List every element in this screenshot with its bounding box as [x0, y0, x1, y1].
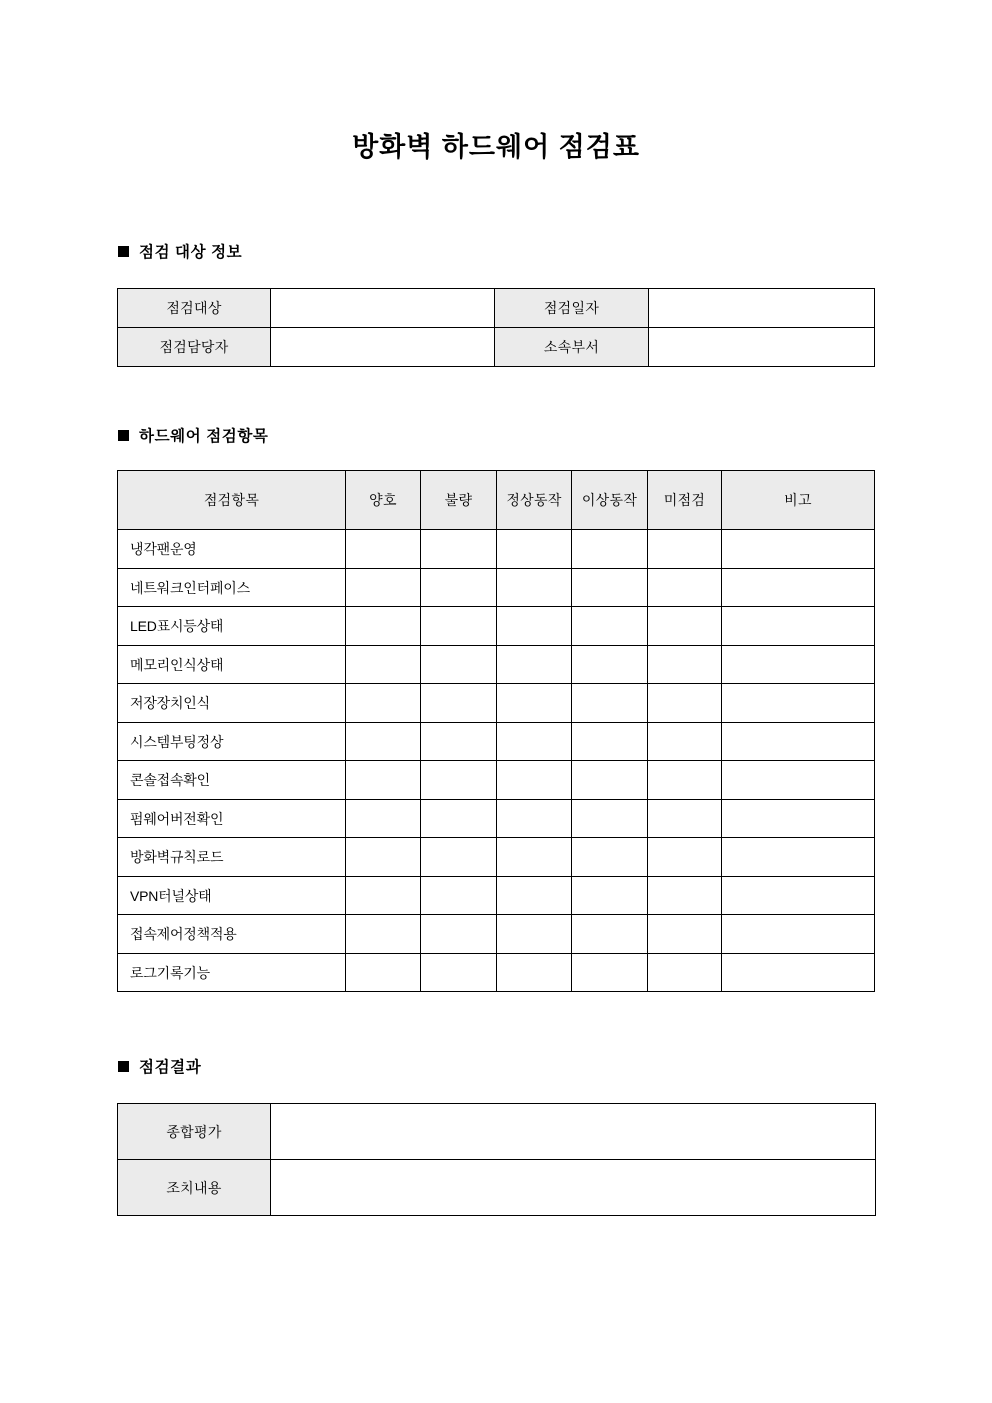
mark-cell-abnormal[interactable]: [572, 876, 648, 915]
mark-cell-bad[interactable]: [421, 838, 497, 877]
field-value-department[interactable]: [649, 328, 875, 367]
field-value-inspection-date[interactable]: [649, 289, 875, 328]
mark-cell-bad[interactable]: [421, 645, 497, 684]
spacer-title: [0, 163, 992, 240]
table-row: [118, 607, 875, 646]
note-cell[interactable]: [722, 915, 875, 954]
checklist-item-label: 콘솔접속확인: [118, 761, 346, 800]
field-label-overall-evaluation: 종합평가: [118, 1104, 271, 1160]
note-cell[interactable]: [722, 722, 875, 761]
note-cell[interactable]: [722, 645, 875, 684]
table-row: [118, 645, 875, 684]
mark-cell-normal[interactable]: [497, 568, 572, 607]
mark-cell-bad[interactable]: [421, 953, 497, 992]
inspection-result-table: [117, 1103, 876, 1216]
page-title: 방화벽 하드웨어 점검표: [352, 132, 640, 162]
square-bullet-icon: [118, 246, 129, 257]
checklist-item-label: 네트워크인터페이스: [118, 568, 346, 607]
table-row: [118, 876, 875, 915]
mark-cell-good[interactable]: [346, 838, 421, 877]
mark-cell-bad[interactable]: [421, 722, 497, 761]
table-row: [118, 838, 875, 877]
mark-cell-good[interactable]: [346, 530, 421, 569]
mark-cell-abnormal[interactable]: [572, 722, 648, 761]
mark-cell-abnormal[interactable]: [572, 838, 648, 877]
mark-cell-bad[interactable]: [421, 915, 497, 954]
table-header-row: [118, 471, 875, 530]
note-cell[interactable]: [722, 799, 875, 838]
note-cell[interactable]: [722, 761, 875, 800]
mark-cell-abnormal[interactable]: [572, 953, 648, 992]
mark-cell-normal[interactable]: [497, 915, 572, 954]
mark-cell-normal[interactable]: [497, 761, 572, 800]
column-header-good: 양호: [346, 471, 421, 530]
table-row: [118, 568, 875, 607]
checklist-item-label: 로그기록기능: [118, 953, 346, 992]
mark-cell-bad[interactable]: [421, 568, 497, 607]
mark-cell-unchecked[interactable]: [648, 645, 722, 684]
mark-cell-good[interactable]: [346, 645, 421, 684]
table-row: [118, 761, 875, 800]
table-row: [118, 289, 875, 328]
table-row: [118, 1104, 876, 1160]
mark-cell-unchecked[interactable]: [648, 761, 722, 800]
square-bullet-icon: [118, 430, 129, 441]
mark-cell-good[interactable]: [346, 876, 421, 915]
mark-cell-good[interactable]: [346, 953, 421, 992]
checklist-item-label: 방화벽규칙로드: [118, 838, 346, 877]
mark-cell-good[interactable]: [346, 568, 421, 607]
table-row: [118, 915, 875, 954]
note-cell[interactable]: [722, 607, 875, 646]
mark-cell-bad[interactable]: [421, 530, 497, 569]
section-heading-hardware-items: [0, 424, 992, 446]
mark-cell-unchecked[interactable]: [648, 838, 722, 877]
mark-cell-bad[interactable]: [421, 761, 497, 800]
mark-cell-abnormal[interactable]: [572, 568, 648, 607]
spacer-section-1: [0, 367, 992, 424]
mark-cell-normal[interactable]: [497, 645, 572, 684]
mark-cell-abnormal[interactable]: [572, 915, 648, 954]
mark-cell-good[interactable]: [346, 915, 421, 954]
mark-cell-bad[interactable]: [421, 607, 497, 646]
field-value-inspector[interactable]: [271, 328, 495, 367]
mark-cell-normal[interactable]: [497, 953, 572, 992]
section-heading-inspection-result-label: 점검결과: [139, 1059, 202, 1077]
target-info-table: [117, 288, 875, 367]
mark-cell-unchecked[interactable]: [648, 915, 722, 954]
mark-cell-normal[interactable]: [497, 684, 572, 723]
mark-cell-normal[interactable]: [497, 530, 572, 569]
field-value-action-taken[interactable]: [271, 1160, 876, 1216]
checklist-item-label: 저장장치인식: [118, 684, 346, 723]
spacer-section-2: [0, 992, 992, 1055]
table-row: [118, 1160, 876, 1216]
mark-cell-unchecked[interactable]: [648, 684, 722, 723]
mark-cell-abnormal[interactable]: [572, 607, 648, 646]
column-header-unchecked: 미점검: [648, 471, 722, 530]
mark-cell-unchecked[interactable]: [648, 607, 722, 646]
field-value-inspection-target[interactable]: [271, 289, 495, 328]
note-cell[interactable]: [722, 876, 875, 915]
table-row: [118, 530, 875, 569]
note-cell[interactable]: [722, 838, 875, 877]
square-bullet-icon: [118, 1061, 129, 1072]
checklist-item-label: VPN터널상태: [118, 876, 346, 915]
checklist-item-label: LED표시등상태: [118, 607, 346, 646]
table-row: [118, 799, 875, 838]
mark-cell-normal[interactable]: [497, 607, 572, 646]
mark-cell-good[interactable]: [346, 761, 421, 800]
mark-cell-unchecked[interactable]: [648, 530, 722, 569]
mark-cell-normal[interactable]: [497, 799, 572, 838]
mark-cell-unchecked[interactable]: [648, 953, 722, 992]
table-row: [118, 953, 875, 992]
mark-cell-unchecked[interactable]: [648, 568, 722, 607]
column-header-note: 비고: [722, 471, 875, 530]
mark-cell-good[interactable]: [346, 722, 421, 761]
checklist-item-label: 접속제어정책적용: [118, 915, 346, 954]
note-cell[interactable]: [722, 953, 875, 992]
column-header-bad: 불량: [421, 471, 497, 530]
mark-cell-abnormal[interactable]: [572, 761, 648, 800]
mark-cell-bad[interactable]: [421, 876, 497, 915]
mark-cell-normal[interactable]: [497, 876, 572, 915]
column-header-item: 점검항목: [118, 471, 346, 530]
section-heading-inspection-result: [0, 1055, 992, 1077]
mark-cell-good[interactable]: [346, 684, 421, 723]
mark-cell-unchecked[interactable]: [648, 799, 722, 838]
mark-cell-abnormal[interactable]: [572, 684, 648, 723]
table-row: [118, 684, 875, 723]
section-heading-target-info-label: 점검 대상 정보: [139, 244, 243, 262]
section-heading-hardware-items-label: 하드웨어 점검항목: [139, 428, 269, 446]
column-header-abnormal: 이상동작: [572, 471, 648, 530]
note-cell[interactable]: [722, 530, 875, 569]
hardware-checklist-body: [118, 530, 875, 992]
checklist-item-label: 냉각팬운영: [118, 530, 346, 569]
column-header-normal: 정상동작: [497, 471, 572, 530]
mark-cell-good[interactable]: [346, 799, 421, 838]
note-cell[interactable]: [722, 568, 875, 607]
mark-cell-abnormal[interactable]: [572, 645, 648, 684]
mark-cell-bad[interactable]: [421, 799, 497, 838]
field-label-department: 소속부서: [495, 328, 649, 367]
checklist-item-label: 시스템부팅정상: [118, 722, 346, 761]
table-row: [118, 328, 875, 367]
mark-cell-unchecked[interactable]: [648, 876, 722, 915]
checklist-item-label: 펌웨어버전확인: [118, 799, 346, 838]
field-label-action-taken: 조치내용: [118, 1160, 271, 1216]
mark-cell-abnormal[interactable]: [572, 799, 648, 838]
field-label-inspection-target: 점검대상: [118, 289, 271, 328]
section-heading-target-info: [0, 240, 992, 262]
checklist-item-label: 메모리인식상태: [118, 645, 346, 684]
mark-cell-unchecked[interactable]: [648, 722, 722, 761]
mark-cell-abnormal[interactable]: [572, 530, 648, 569]
field-value-overall-evaluation[interactable]: [271, 1104, 876, 1160]
field-label-inspector: 점검담당자: [118, 328, 271, 367]
table-row: [118, 722, 875, 761]
mark-cell-bad[interactable]: [421, 684, 497, 723]
note-cell[interactable]: [722, 684, 875, 723]
hardware-checklist-table: [117, 470, 875, 992]
mark-cell-good[interactable]: [346, 607, 421, 646]
mark-cell-normal[interactable]: [497, 838, 572, 877]
field-label-inspection-date: 점검일자: [495, 289, 649, 328]
mark-cell-normal[interactable]: [497, 722, 572, 761]
